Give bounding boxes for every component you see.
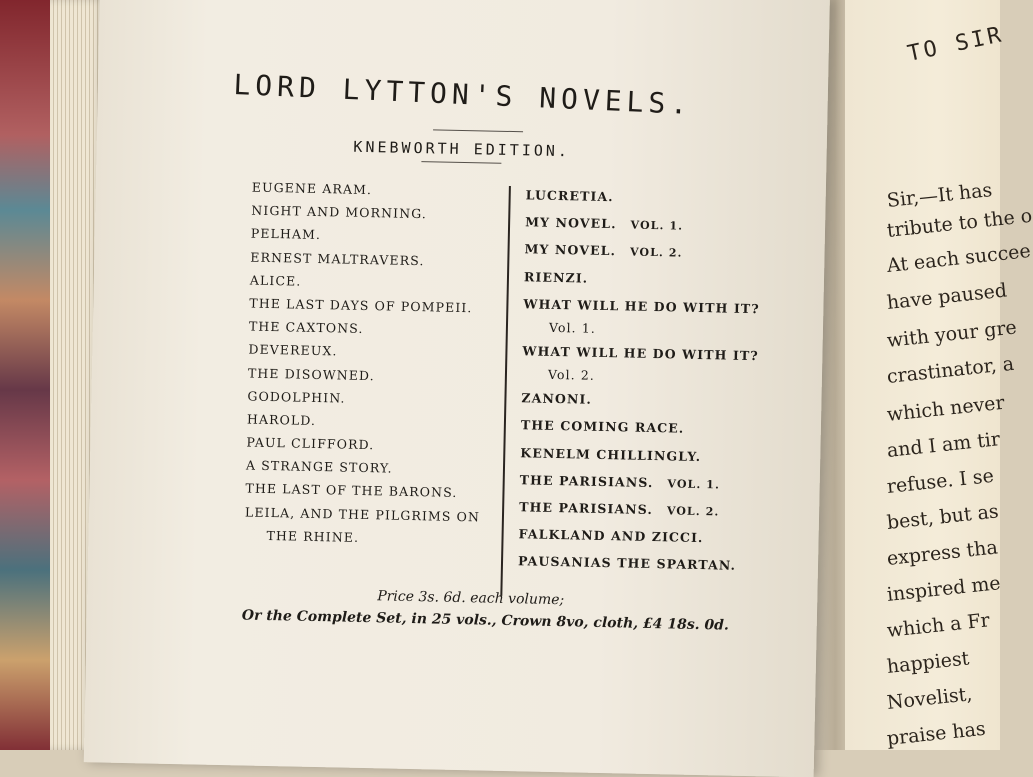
right-page-line: refuse. I se (885, 464, 995, 498)
volume-label: VOL. 1. (630, 218, 684, 233)
right-page-line: which never (885, 391, 1006, 426)
list-item: EUGENE ARAM. (251, 179, 373, 198)
list-item: GODOLPHIN. (247, 388, 346, 406)
volume-label: VOL. 1. (667, 477, 721, 492)
list-item: NIGHT AND MORNING. (251, 202, 428, 222)
right-page-line: with your gre (885, 316, 1018, 352)
list-item: THE LAST DAYS OF POMPEII. (249, 295, 473, 316)
right-page-line: At each succee (885, 239, 1032, 277)
title-rule (433, 129, 523, 132)
page-title: LORD LYTTON'S NOVELS. (232, 67, 693, 121)
list-item: THE DISOWNED. (247, 365, 375, 383)
subtitle-rule (421, 161, 501, 164)
list-item: THE RHINE. (266, 527, 360, 545)
list-item: DEVEREUX. (248, 341, 338, 359)
list-item: RIENZI. (523, 268, 589, 286)
volume-label: VOL. 2. (629, 245, 683, 260)
right-page-line: Novelist, (885, 683, 974, 714)
volume-label: Vol. 2. (547, 366, 596, 383)
right-page-line: inspired me (885, 572, 1002, 606)
complete-set-price-line: Or the Complete Set, in 25 vols., Crown 8vo, cloth, £4 18s. 0d. (241, 607, 729, 634)
list-item: FALKLAND AND ZICCI. (518, 526, 704, 546)
right-page-line: express tha (885, 536, 999, 570)
list-item-title: THE PARISIANS. (519, 499, 654, 517)
list-item: PELHAM. (250, 225, 322, 243)
list-item: ERNEST MALTRAVERS. (250, 249, 425, 268)
list-item: WHAT WILL HE DO WITH IT? (522, 343, 759, 364)
list-item: THE LAST OF THE BARONS. (245, 480, 458, 501)
right-page-heading: TO SIR (905, 22, 1007, 67)
right-page-line: have paused (885, 279, 1008, 314)
column-divider (500, 186, 511, 596)
volume-label: VOL. 2. (666, 504, 720, 519)
list-item: ZANONI. (521, 390, 593, 407)
list-item: ALICE. (249, 272, 302, 289)
left-page (84, 0, 830, 777)
right-page-line: crastinator, a (885, 352, 1016, 388)
list-item-title: MY NOVEL. (524, 241, 617, 259)
right-page-line: best, but as (885, 500, 1000, 534)
novel-list-right (518, 181, 786, 580)
list-item: THE CAXTONS. (248, 318, 364, 337)
edition-subtitle: KNEBWORTH EDITION. (353, 137, 571, 161)
right-page-line: which a Fr (885, 609, 991, 642)
list-item-title: MY NOVEL. (524, 214, 617, 232)
right-page (845, 0, 1033, 750)
list-item: PAUSANIAS THE SPARTAN. (517, 553, 737, 574)
list-item: HAROLD. (246, 411, 317, 428)
right-page-line: happiest (885, 647, 971, 678)
novel-list-left (244, 176, 497, 552)
right-page-line: Sir,—It has (885, 179, 994, 212)
list-item-title: THE PARISIANS. (519, 471, 654, 490)
right-page-line: praise has (885, 717, 987, 750)
volume-label: Vol. 1. (548, 319, 597, 336)
list-item: A STRANGE STORY. (245, 457, 393, 476)
right-page-line: tribute to the o (885, 204, 1033, 242)
list-item: LUCRETIA. (525, 187, 614, 205)
list-item: PAUL CLIFFORD. (246, 434, 375, 453)
right-page-line: and I am tir (885, 428, 1002, 462)
list-item: KENELM CHILLINGLY. (520, 444, 702, 464)
list-item: WHAT WILL HE DO WITH IT? (523, 296, 760, 316)
list-item: LEILA, AND THE PILGRIMS ON (244, 504, 481, 525)
list-item: THE COMING RACE. (520, 417, 685, 437)
price-line: Price 3s. 6d. each volume; (377, 588, 565, 609)
